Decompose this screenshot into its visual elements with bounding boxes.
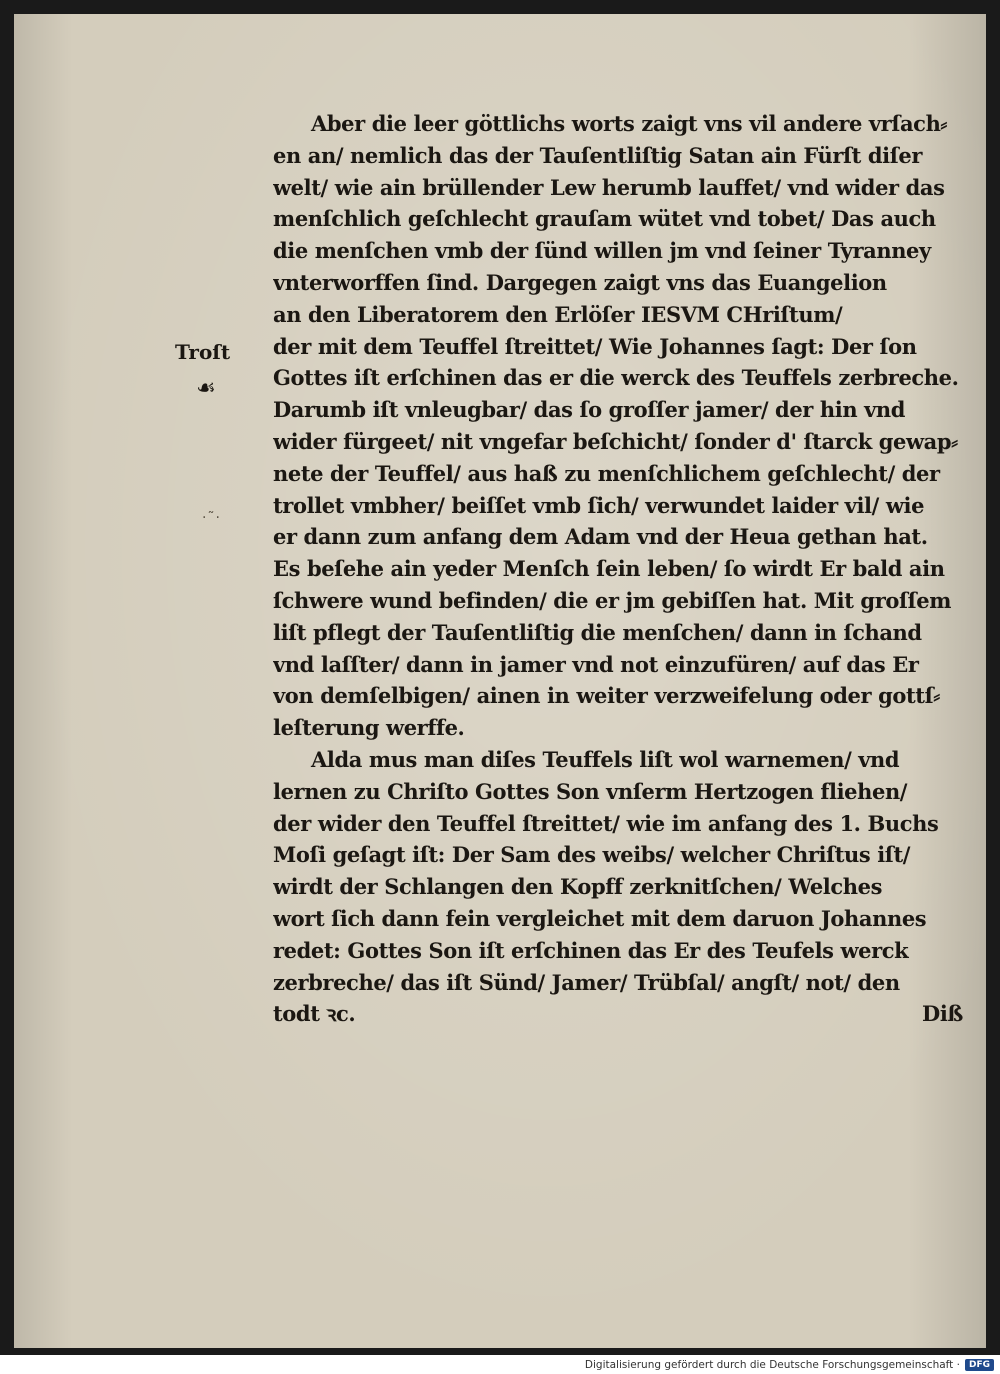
text-line: der mit dem Teuffel ſtreittet/ Wie Johannes ſagt: Der ſon [273, 333, 917, 359]
body-text [273, 108, 963, 1030]
catchword: Diß [922, 1001, 963, 1027]
text-line: menſchlich geſchlecht grauſam wütet vnd tobet/ Das auch [273, 206, 936, 232]
text-line: Alda mus man diſes Teuffels liſt wol warnemen/ vnd [311, 746, 900, 772]
text-line: liſt pflegt der Tauſentliſtig die menſchen/ dann in ſchand [273, 619, 922, 645]
text-line: welt/ wie ain brüllender Lew herumb lauffet/ vnd wider das [273, 174, 945, 200]
text-line: wider fürgeet/ nit vngefar beſchicht/ ſonder d' ſtarck gewap⸗ [273, 428, 958, 454]
last-text-line [273, 998, 963, 1030]
text-line: lernen zu Chriſto Gottes Son vnſerm Hertzogen fliehen/ [273, 778, 908, 804]
text-line: zerbreche/ das iſt Sünd/ Jamer/ Trübſal/ angſt/ not/ den [273, 969, 900, 995]
text-line: Darumb iſt vnleugbar/ das ſo groſſer jamer/ der hin vnd [273, 397, 906, 423]
text-line: der wider den Teuffel ſtreittet/ wie im anfang des 1. Buchs [273, 810, 939, 836]
text-line: von demſelbigen/ ainen in weiter verzweifelung oder gottſ⸗ [273, 683, 940, 709]
text-line: er dann zum anfang dem Adam vnd der Heua gethan hat. [273, 524, 928, 550]
text-line: Gottes iſt erſchinen das er die werck des Teuffels zerbreche. [273, 365, 959, 391]
text-line: leſterung werffe. [273, 715, 465, 741]
text-line: Es beſehe ain yeder Menſch ſein leben/ ſo wirdt Er bald ain [273, 556, 945, 582]
dfg-logo: DFG [965, 1359, 994, 1371]
text-line: vnd laſſter/ dann in jamer vnd not einzufüren/ auf das Er [273, 651, 919, 677]
text-line: vnterworffen ſind. Dargegen zaigt vns das Euangelion [273, 269, 887, 295]
funding-note: Digitalisierung gefördert durch die Deutsche Forschungsgemeinschaft · [584, 1358, 960, 1371]
text-line: trollet vmbher/ beiſſet vmb ſich/ verwundet laider vil/ wie [273, 492, 925, 518]
text-line-end: todt ꝛc. [273, 1001, 356, 1027]
text-line: wort ſich dann fein vergleichet mit dem daruon Johannes [273, 905, 927, 931]
text-line: die menſchen vmb der ſünd willen jm vnd ſeiner Tyranney [273, 238, 931, 264]
text-line: an den Liberatorem den Erlöſer IESVM CHriſtum/ [273, 301, 843, 327]
margin-mark: ·˜· [202, 510, 221, 526]
text-line: en an/ nemlich das der Tauſentliſtig Satan ain Fürſt diſer [273, 142, 922, 168]
text-line: ſchwere wund befinden/ die er jm gebiſſen hat. Mit groſſem [273, 587, 952, 613]
text-line: redet: Gottes Son iſt erſchinen das Er des Teufels werck [273, 937, 909, 963]
text-line: Moſi geſagt iſt: Der Sam des weibs/ welcher Chriſtus iſt/ [273, 842, 911, 868]
text-line: wirdt der Schlangen den Kopff zerknitſchen/ Welches [273, 874, 883, 900]
footer-bar [0, 1355, 1000, 1374]
ornament-icon: ☙ [196, 376, 216, 401]
text-line: nete der Teuffel/ aus haß zu menſchlichem geſchlecht/ der [273, 460, 940, 486]
text-line: Aber die leer göttlichs worts zaigt vns vil andere vrſach⸗ [311, 111, 948, 136]
marginal-note: Troſt [175, 340, 231, 364]
